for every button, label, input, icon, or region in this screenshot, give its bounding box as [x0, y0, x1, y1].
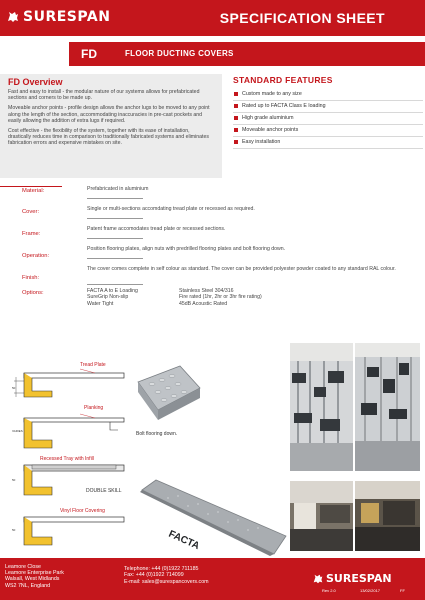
divider: [87, 198, 143, 199]
footer-logo: [312, 572, 392, 585]
recessed-tray-section: [10, 461, 130, 506]
features-heading: STANDARD FEATURES: [233, 75, 333, 85]
surespan-logo: [6, 9, 110, 25]
divider: [0, 186, 62, 187]
bullet-square-icon: [234, 116, 238, 120]
divider: [87, 284, 143, 285]
tread-plate-section: [10, 367, 130, 407]
diagram-label: Vinyl Floor Covering: [60, 508, 105, 514]
product-bar: [69, 42, 425, 66]
installation-photo-1: [290, 343, 353, 471]
overview-paragraph: Moveable anchor points - profile design allows the anchor lugs to be moved to any point along the length of the section, accommodating inaccuracies in pre-cast pockets and easily allowing the addition of extra lugs if required.: [8, 105, 210, 124]
telephone-text: Telephone: +44 (0)1922 711185: [124, 566, 199, 572]
diagram-label: Recessed Tray with Infill: [40, 456, 94, 462]
divider: [87, 258, 143, 259]
spec-label: Frame:: [22, 231, 41, 237]
bolt-caption: Bolt flooring down.: [136, 431, 178, 437]
dimension-text: VARIES: [12, 429, 23, 433]
bullet-square-icon: [234, 128, 238, 132]
feature-item: Rated up to FACTA Class E loading: [233, 101, 423, 113]
spec-value: Single or multi-sections accomdating tread plate or recessed as required.: [87, 206, 255, 212]
lion-icon: [312, 573, 324, 585]
logo-text: SURESPAN: [326, 572, 392, 585]
revision-text: Rev 2.0: [322, 588, 336, 593]
product-code: FD: [81, 47, 97, 61]
email-link[interactable]: E-mail: sales@surespancovers.com: [124, 578, 209, 585]
overview-heading: FD Overview: [8, 77, 63, 87]
diagram-label: Tread Plate: [80, 362, 106, 368]
spec-value: Patent frame accomodates tread plate or recessed sections.: [87, 226, 226, 232]
facta-floor-plate-photo: [138, 478, 288, 556]
standard-features: [233, 75, 423, 149]
lion-icon: [6, 10, 20, 24]
bolt-photo: [132, 362, 204, 430]
spec-label: Finish:: [22, 275, 40, 281]
spec-value: Prefabricated in aluminium: [87, 186, 149, 192]
overview-paragraph: Cost effective - the flexibility of the system, together with its ease of installation, drastically reduces time in comparison to traditionally fabricated systems and eliminates fabrication errors and expensive mistakes on site.: [8, 128, 209, 147]
feature-item: Moveable anchor points: [233, 125, 423, 137]
facta-text: FACTA: [166, 528, 202, 552]
page-title: SPECIFICATION SHEET: [219, 10, 385, 26]
spec-label: Cover:: [22, 209, 40, 215]
option-item: Water Tight: [87, 300, 114, 307]
installation-photo-3: [290, 481, 353, 551]
spec-label: Operation:: [22, 253, 50, 259]
header-bar: [0, 0, 425, 36]
footer-bar: [0, 558, 425, 600]
bullet-square-icon: [234, 104, 238, 108]
product-name: FLOOR DUCTING COVERS: [125, 49, 234, 58]
spec-label: Material:: [22, 188, 45, 194]
feature-item: High grade aluminium: [233, 113, 423, 125]
feature-item: Custom made to any size: [233, 89, 423, 101]
installation-photo-4: [355, 481, 420, 551]
spec-value: The cover comes complete in self colour as standard. The cover can be provided polyester powder coated to any standard RAL colour.: [87, 266, 396, 272]
bullet-square-icon: [234, 140, 238, 144]
planking-section: [10, 410, 130, 460]
company-address: Leamore Close Leamore Enterprise Park Walsall, West Midlands WS2 7NL, England: [5, 564, 64, 589]
date-text: 13/02/2017: [360, 588, 381, 593]
vinyl-covering-section: [10, 513, 130, 555]
divider: [87, 218, 143, 219]
dimension-text: 50: [12, 386, 16, 390]
option-item: Stainless Steel 304/316: [179, 288, 234, 294]
diagram-note: DOUBLE SKILL: [86, 488, 122, 494]
overview-paragraph: Fast and easy to install - the modular nature of our systems allows for prefabricated sections and corners to be made up.: [8, 89, 200, 102]
divider: [87, 238, 143, 239]
bullet-square-icon: [234, 92, 238, 96]
option-item: SureGrip Non-slip: [87, 294, 129, 301]
feature-item: Easy installation: [233, 137, 423, 149]
option-item: Fire rated (1hr, 2hr or 3hr fire rating): [179, 294, 262, 301]
overview-panel: [0, 74, 222, 178]
diagram-label: Planking: [84, 405, 104, 411]
options-grid: [87, 288, 407, 307]
fax-text: Fax: +44 (0)1922 714099: [124, 572, 184, 579]
option-item: FACTA A to E Loading: [87, 288, 138, 294]
company-contact: [124, 566, 209, 585]
dimension-text: 50: [12, 478, 16, 482]
spec-label: Options:: [22, 290, 44, 296]
option-item: 45dB Acoustic Rated: [179, 300, 228, 307]
logo-text: SURESPAN: [23, 9, 111, 25]
spec-value: Position flooring plates, align nuts with predrilled flooring plates and bolt flooring down.: [87, 246, 286, 252]
dimension-text: 50: [12, 528, 16, 532]
page-number: FF: [400, 588, 405, 593]
installation-photo-2: [355, 343, 420, 471]
